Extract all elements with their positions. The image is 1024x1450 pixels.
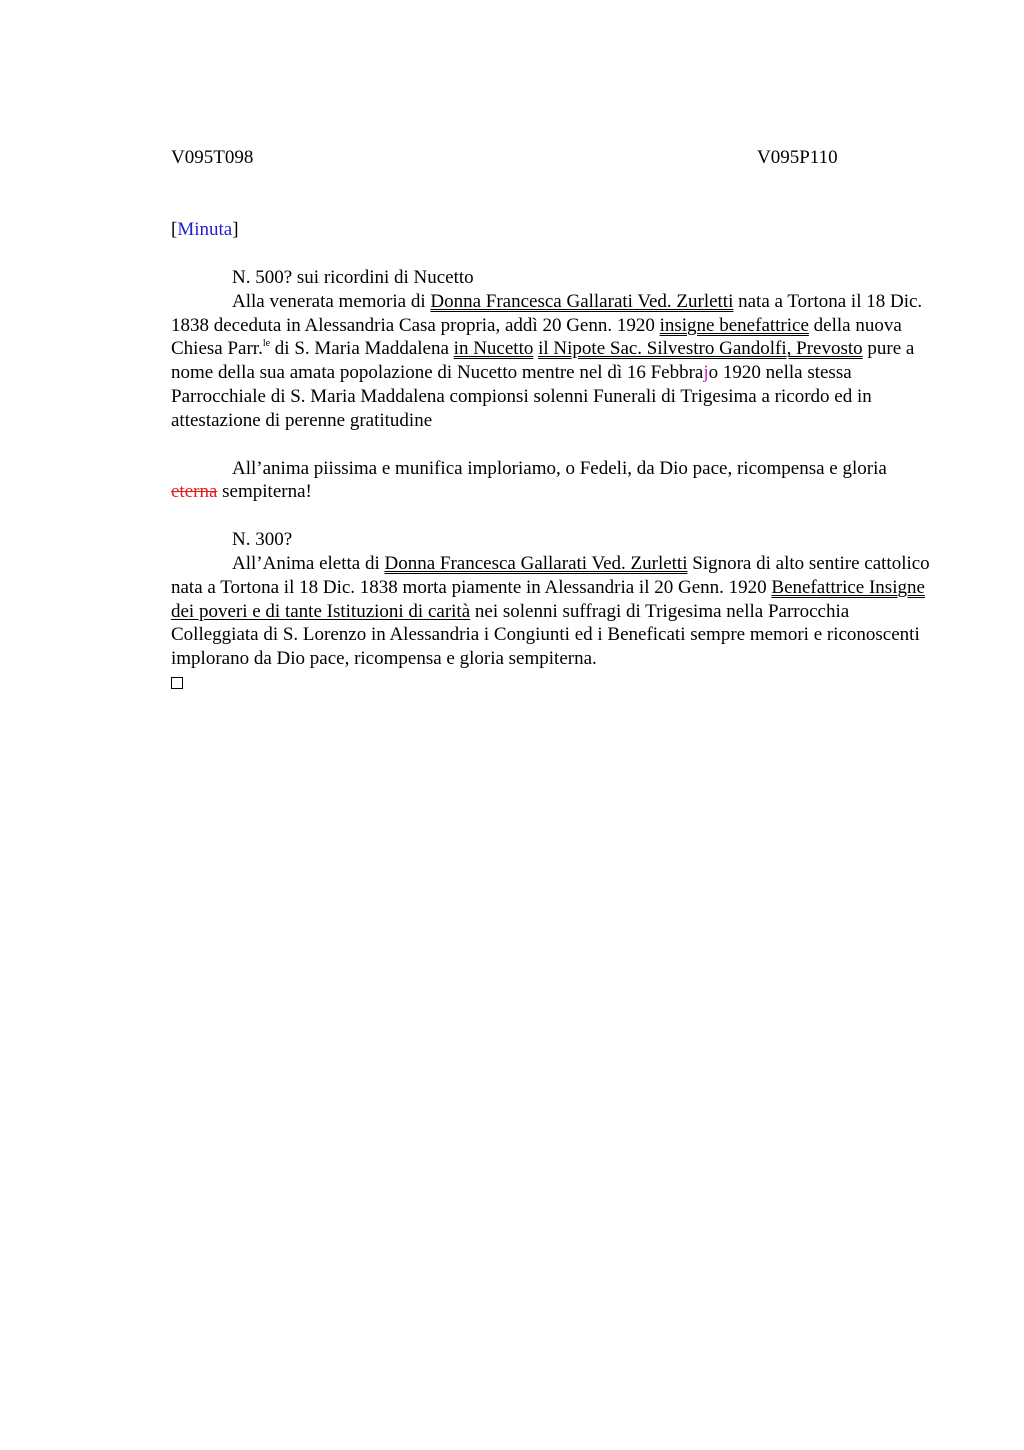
- s2-benefattrice-underlined: Benefattrice Insigne: [771, 576, 925, 598]
- document-code-right: V095P110: [757, 147, 838, 168]
- end-marker-box: [171, 677, 183, 689]
- s1-text-d: di S. Maria Maddalena: [270, 338, 454, 360]
- page-content: [171, 146, 931, 689]
- section2-heading: N. 300?: [232, 529, 293, 551]
- s1-deleted-word: eterna: [171, 481, 218, 503]
- header-codes: [171, 146, 931, 170]
- s1-benefattrice-underlined: insigne benefattrice: [659, 314, 809, 336]
- s1-name-underlined: Donna Francesca Gallarati Ved. Zurletti: [430, 290, 734, 312]
- section1-paragraph-2: [171, 457, 931, 505]
- s1-inserted-letter: j: [703, 362, 709, 384]
- s2-name-underlined: Donna Francesca Gallarati Ved. Zurletti: [384, 552, 688, 574]
- s1-text-f: o 1920 nella stessa Parrocchiale di S. Maria Maddalena compionsi solenni Funerali di Trigesima a ricordo ed in attestazione di perenne gratitudine: [171, 362, 872, 431]
- s1-nucetto-underlined: in Nucetto: [453, 338, 534, 360]
- s2-text-b: Signora di alto sentire cattolico nata a Tortona il 18 Dic. 1838 morta piamente in Alessandria il 20 Genn. 1920: [171, 552, 930, 598]
- s1-text-e: pure a nome della sua amata popolazione di Nucetto mentre nel dì 16 Febbra: [171, 338, 915, 384]
- s1-text-b: nata a Tortona il 18 Dic. 1838 deceduta in Alessandria Casa propria, addì 20 Genn. 1920: [171, 290, 923, 336]
- minuta-bracket-close: ]: [232, 219, 239, 240]
- s2-poveri-underlined: dei poveri e di tante Istituzioni di carità: [171, 600, 471, 622]
- minuta-text: Minuta: [177, 219, 233, 240]
- s2-text-c: nei solenni suffragi di Trigesima nella Parrocchia Colleggiata di S. Lorenzo in Alessandria i Congiunti ed i Beneficati sempre memori e riconoscenti implorano da Dio pace, ricompensa e gloria sempiterna.: [171, 600, 920, 670]
- s1-superscript: le: [262, 338, 271, 350]
- s1-p2-text-a: All’anima piissima e munifica imploriamo, o Fedeli, da Dio pace, ricompensa e gloria: [232, 457, 887, 479]
- minuta-label: [171, 218, 931, 242]
- s2-text-a: All’Anima eletta di: [232, 552, 385, 574]
- s1-text-c: della nuova Chiesa Parr.: [171, 314, 902, 360]
- document-code-left: V095T098: [171, 147, 254, 168]
- s1-p2-text-b: sempiterna!: [217, 481, 312, 503]
- section1-heading: N. 500? sui ricordini di Nucetto: [232, 267, 474, 288]
- minuta-bracket-open: [: [171, 219, 178, 240]
- s1-nipote-underlined: il Nipote Sac. Silvestro Gandolfi, Prevosto: [538, 338, 863, 360]
- s1-text-a: Alla venerata memoria di: [232, 290, 431, 312]
- section2-paragraph-1: [171, 552, 931, 671]
- section1-paragraph-1: [171, 290, 931, 433]
